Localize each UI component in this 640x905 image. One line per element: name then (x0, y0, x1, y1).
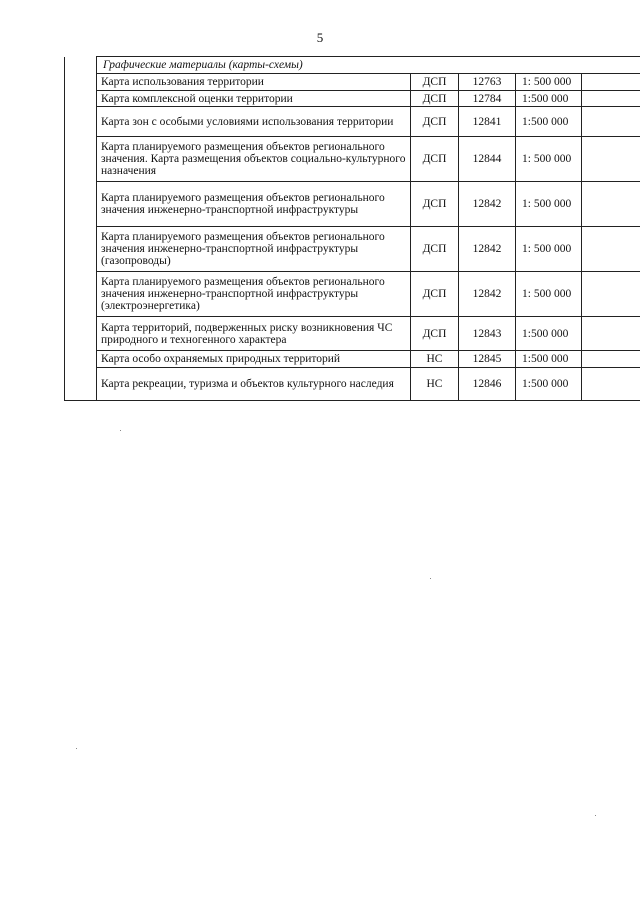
map-number: 12846 (459, 368, 516, 401)
map-name: Карта планируемого размещения объектов регионального значения инженерно-транспортной инфраструктуры (97, 182, 411, 227)
table-row (65, 137, 640, 182)
map-number: 12784 (459, 91, 516, 107)
table-row (65, 368, 640, 401)
map-scale: 1: 500 000 (516, 227, 582, 272)
map-name: Карта зон с особыми условиями использования территории (97, 107, 411, 137)
map-number: 12842 (459, 182, 516, 227)
map-name: Карта планируемого размещения объектов регионального значения. Карта размещения объектов социально-культурного назначения (97, 137, 411, 182)
table-row (65, 91, 640, 107)
map-number: 12845 (459, 351, 516, 368)
graphic-materials-table (64, 56, 640, 401)
access-label: ДСП (411, 272, 459, 317)
map-scale: 1: 500 000 (516, 272, 582, 317)
map-number: 12763 (459, 74, 516, 91)
map-number: 12842 (459, 227, 516, 272)
section-header-row (65, 57, 640, 74)
table-row (65, 351, 640, 368)
map-name: Карта планируемого размещения объектов регионального значения инженерно-транспортной инфраструктуры (электроэнергетика) (97, 272, 411, 317)
table-row (65, 227, 640, 272)
empty-cell (582, 74, 640, 91)
scan-speck (76, 748, 77, 749)
map-name: Карта особо охраняемых природных территорий (97, 351, 411, 368)
map-scale: 1:500 000 (516, 107, 582, 137)
blank-column (65, 57, 97, 401)
scan-speck (120, 430, 121, 431)
table-row (65, 107, 640, 137)
access-label: НС (411, 368, 459, 401)
table-row (65, 317, 640, 351)
map-number: 12843 (459, 317, 516, 351)
map-name: Карта рекреации, туризма и объектов культурного наследия (97, 368, 411, 401)
empty-cell (582, 182, 640, 227)
empty-cell (582, 317, 640, 351)
map-scale: 1:500 000 (516, 368, 582, 401)
map-number: 12844 (459, 137, 516, 182)
empty-cell (582, 368, 640, 401)
table-row (65, 272, 640, 317)
table-row (65, 182, 640, 227)
map-number: 12842 (459, 272, 516, 317)
empty-cell (582, 107, 640, 137)
access-label: НС (411, 351, 459, 368)
map-scale: 1: 500 000 (516, 137, 582, 182)
map-name: Карта территорий, подверженных риску возникновения ЧС природного и техногенного характера (97, 317, 411, 351)
map-name: Карта планируемого размещения объектов регионального значения инженерно-транспортной инфраструктуры (газопроводы) (97, 227, 411, 272)
scan-speck (430, 578, 431, 579)
access-label: ДСП (411, 227, 459, 272)
table-row (65, 74, 640, 91)
map-number: 12841 (459, 107, 516, 137)
access-label: ДСП (411, 137, 459, 182)
empty-cell (582, 272, 640, 317)
access-label: ДСП (411, 91, 459, 107)
map-name: Карта использования территории (97, 74, 411, 91)
access-label: ДСП (411, 182, 459, 227)
section-title: Графические материалы (карты-схемы) (97, 57, 640, 74)
map-scale: 1: 500 000 (516, 182, 582, 227)
map-scale: 1: 500 000 (516, 74, 582, 91)
empty-cell (582, 91, 640, 107)
empty-cell (582, 227, 640, 272)
map-scale: 1:500 000 (516, 351, 582, 368)
empty-cell (582, 137, 640, 182)
access-label: ДСП (411, 317, 459, 351)
empty-cell (582, 351, 640, 368)
map-scale: 1:500 000 (516, 91, 582, 107)
access-label: ДСП (411, 74, 459, 91)
map-name: Карта комплексной оценки территории (97, 91, 411, 107)
access-label: ДСП (411, 107, 459, 137)
map-scale: 1:500 000 (516, 317, 582, 351)
page-number: 5 (316, 30, 324, 45)
scan-speck (595, 815, 596, 816)
